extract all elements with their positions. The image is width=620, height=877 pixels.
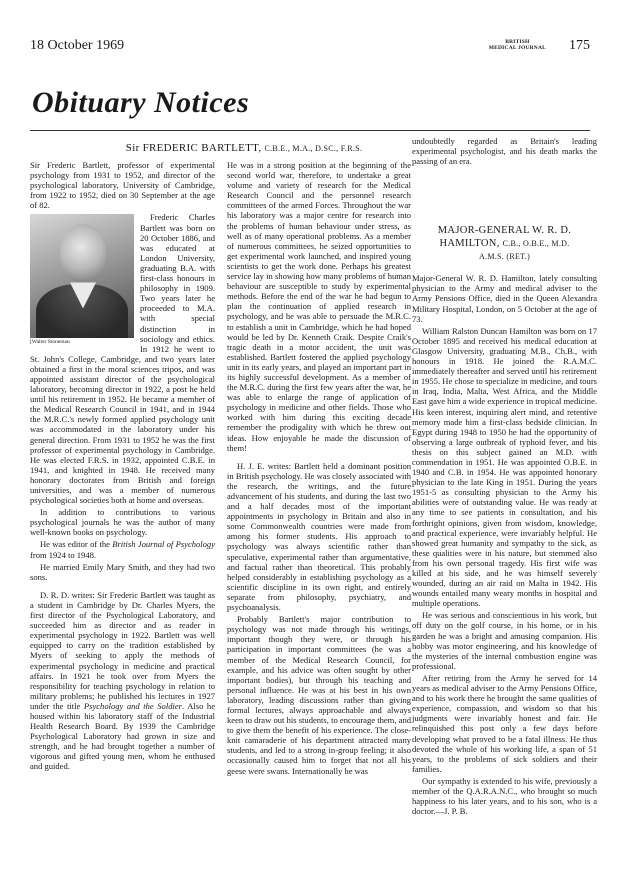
section-title: Obituary Notices — [32, 86, 250, 119]
bartlett-heading — [84, 142, 404, 154]
bartlett-col2-para-3: Probably Bartlett's major contribution to psychology was not made through his writings, important though they were, or through his participation in important committees (he was a member of the Medical Research Council, for example, and his advice was often sought by other important bodies), but through his teaching and personal influence. He was at his best in his own laboratory, leading discussions rather than giving formal lectures, always approachable and always keen to draw out his students, to encourage them, and to give them the benefit of his experience. The close-knit camaraderie of his department attracted many students, and led to a strong in-group feeling; it also occasionally caused him to forget that not all his geese were swans. Internationally he was — [227, 614, 411, 776]
bartlett-para-6-pre: D. R. D. writes: Sir Frederic Bartlett was taught as a student in Cambridge by Dr. Charles Myers, the first director of the Psychological Laboratory, and succeeded him as director and as reader in experimental psychology in 1922. Bartlett was well equipped to carry on the tradition established by Myers of seeking to apply the methods of experimental psychology in medicine and practical affairs. In 1921 he took over from Myers the responsibility for teaching psychology in relation to military problems; he published his lectures in 1927 under the title — [30, 589, 215, 711]
bartlett-para-6-ital: Psychology and the Soldier — [83, 700, 182, 711]
title-rule — [30, 130, 590, 131]
bartlett-heading-degrees: C.B.E., M.A., D.SC., F.R.S. — [264, 144, 363, 153]
portrait-photo — [30, 214, 134, 338]
bartlett-para-4 — [30, 539, 215, 559]
journal-name — [489, 39, 546, 51]
hamilton-para-1: Major-General W. R. D. Hamilton, lately consulting physician to the Army and medical adviser to the Army Pensions Office, died in the Queen Alexandra Military Hospital, London, on 5 October at the age of 73. — [412, 273, 597, 324]
bartlett-para-4-pre: He was editor of the — [40, 539, 113, 550]
bartlett-col2-para-1: He was in a strong position at the beginning of the second world war, therefore, to undertake a great volume and variety of research for the Medical Research Council and the personnel research committees of the armed Forces. Throughout the war his laboratory was a major centre for research into the problems of human behaviour under stress, as well as of many operational problems. As a member of numerous committees, he seized opportunities to get experimental work launched, and inspired young scientists to get the work done. Perhaps his greatest service lay in showing how many problems of human behaviour are susceptible to study by experimental methods. Before the end of the war he had begun to plan the continuation of applied research in psychology, and he was able to persuade the M.R.C. to establish a unit in Cambridge, which he had hoped would be led by Dr. Kenneth Craik. Despite Craik's tragic death in a motor accident, the unit was established. Bartlett fostered the applied psychology unit in its early years, and played an important part in its highly successful development. As a member of the M.R.C. during the first few years after the war, he was able to enlarge the range of application of psychology in medicine and other fields. Those who worked with him during this exciting decade remember the prodigality with which he threw out ideas. How enjoyable he made the discussion of them! — [227, 160, 411, 453]
column-2 — [227, 160, 411, 778]
bartlett-col3-para-1: undoubtedly regarded as Britain's leading experimental psychologist, and his death marks the passing of an era. — [412, 136, 597, 167]
bartlett-para-1: Sir Frederic Bartlett, professor of experimental psychology from 1931 to 1952, and director of the psychological laboratory, University of Cambridge, from 1922 to 1952, died on 30 September at the age of 82. — [30, 160, 215, 211]
hamilton-para-5: Our sympathy is extended to his wife, previously a member of the Q.A.R.A.N.C., who brought so much happiness to his later years, and to his son, who is a doctor.—J. P. B. — [412, 775, 597, 817]
column-1 — [30, 160, 215, 774]
issue-date: 18 October 1969 — [30, 38, 125, 53]
bartlett-para-4-ital: British Journal of Psychology — [112, 539, 215, 550]
bartlett-para-5: He married Emily Mary Smith, and they had two sons. — [30, 561, 215, 582]
photo-credit: [Walter Stoneman — [30, 339, 70, 346]
hamilton-para-3: He was serious and conscientious in his work, but off duty on the golf course, in his home, or in his garden he was a bright and amusing companion. His hobby was motor engineering, and his knowledge of the mysteries of the internal combustion engine was professional. — [412, 610, 597, 671]
page-header — [30, 38, 590, 60]
bartlett-portrait — [30, 214, 134, 348]
bartlett-para-3: In addition to contributions to various psychological journals he was the author of many well-known books on psychology. — [30, 507, 215, 538]
hamilton-heading-line3: A.M.S. (RET.) — [478, 252, 531, 262]
journal-name-line1: BRITISH — [505, 39, 530, 45]
page-number: 175 — [569, 38, 590, 53]
hamilton-heading-line2: HAMILTON, — [439, 238, 500, 250]
bartlett-para-4-post: from 1924 to 1948. — [30, 549, 96, 560]
hamilton-heading-degrees: C.B., O.B.E., M.D. — [502, 239, 570, 249]
bartlett-para-6-post: . Also he housed within his laboratory staff of the Industrial Health Research Board. By 1939 the Cambridge Psychological Laboratory had grown in size and strength, and he had brought together a number of vigorous and gifted young men, whom he enthused and guided. — [30, 700, 215, 772]
bartlett-para-2: Frederic Charles Bartlett was born on 20 October 1886, and was educated at London University, graduating B.A. with first-class honours in philosophy in 1909. Two years later he proceeded to M.A. with special distinction in sociology and ethics. In 1912 he went to St. John's College, Cambridge, and two years later obtained a first in the moral sciences tripos, and was appointed assistant director of the psychological laboratory, becoming director in 1922, a post he held until his retirement in 1952. He became a member of the Medical Research Council in 1941, and in 1944 the M.R.C.'s newly formed applied psychology unit was accommodated in the laboratory under his general direction. From 1931 to 1952 he was the first professor of experimental psychology in Cambridge. He was elected F.R.S. in 1932, appointed C.B.E. in 1941, and knighted in 1948. He received many honorary doctorates from British and foreign universities, and was a member of numerous psychological societies both at home and overseas. — [30, 212, 215, 506]
journal-name-line2: MEDICAL JOURNAL — [488, 45, 546, 51]
bartlett-heading-name: Sir FREDERIC BARTLETT, — [125, 142, 262, 154]
column-3 — [412, 136, 597, 818]
bartlett-col2-para-2: H. J. E. writes: Bartlett held a dominant position in British psychology. He was closely associated with the research, the writings, and the future advancement of his students, and during the last two and a half decades most of the important appointments in psychology in Britain and also in some Commonwealth countries were made from among his former students. His approach to psychology was always scientific rather than speculative, experimental rather than argumentative, and factual rather than theoretical. This probably helped considerably in establishing psychology as a scientific discipline in its own right, and entirely separate from philosophy, psychiatry, and psychoanalysis. — [227, 460, 411, 613]
bartlett-para-6 — [30, 590, 215, 772]
hamilton-heading — [412, 224, 597, 263]
hamilton-heading-line1: MAJOR-GENERAL W. R. D. — [437, 225, 572, 237]
hamilton-para-2: William Ralston Duncan Hamilton was born on 17 October 1895 and received his medical education at Glasgow University, graduating M.B., Ch.B., with honours in 1918. He joined the R.A.M.C. immediately thereafter and served until his retirement in 1955. He chose to specialize in medicine, and tours in Iraq, India, Malta, West Africa, and the Middle East gave him a wide experience in tropical medicine. His keen interest, inquiring alert mind, and retentive memory made him a first-class bedside clinician. In Egypt during 1948 to 1950 he had the opportunity of observing a large outbreak of typhoid fever, and his thesis on this subject gained an M.D. with commendation in 1951. He was appointed O.B.E. in 1940 and C.B. in 1954. He was appointed honorary physician to the late King in 1951. During the years 1951-5 as consulting physician to the Army his abilities were of outstanding value. He was ready at any time to see patients in consultation, and his forthright opinions, given from wisdom, knowledge, and practical experience, were invariably helpful. He showed great humanity and sympathy to the sick, as these qualities were in his nature, but stemmed also from his own personal tragedy. His first wife was killed at his side, and he was himself severely wounded, during an air raid on Malta in 1942. His wounds entailed many weary months in hospital and multiple operations. — [412, 325, 597, 609]
hamilton-para-4: After retiring from the Army he served for 14 years as medical adviser to the Army Pensions Office, and to his work there he brought the same qualities of experience, compassion, and wisdom so that his judgments were invariably honest and fair. He relinquished this post only a few days before developing what proved to be a fatal illness. He thus devoted the whole of his working life, a span of 51 years, to the problems of sick soldiers and their families. — [412, 672, 597, 774]
